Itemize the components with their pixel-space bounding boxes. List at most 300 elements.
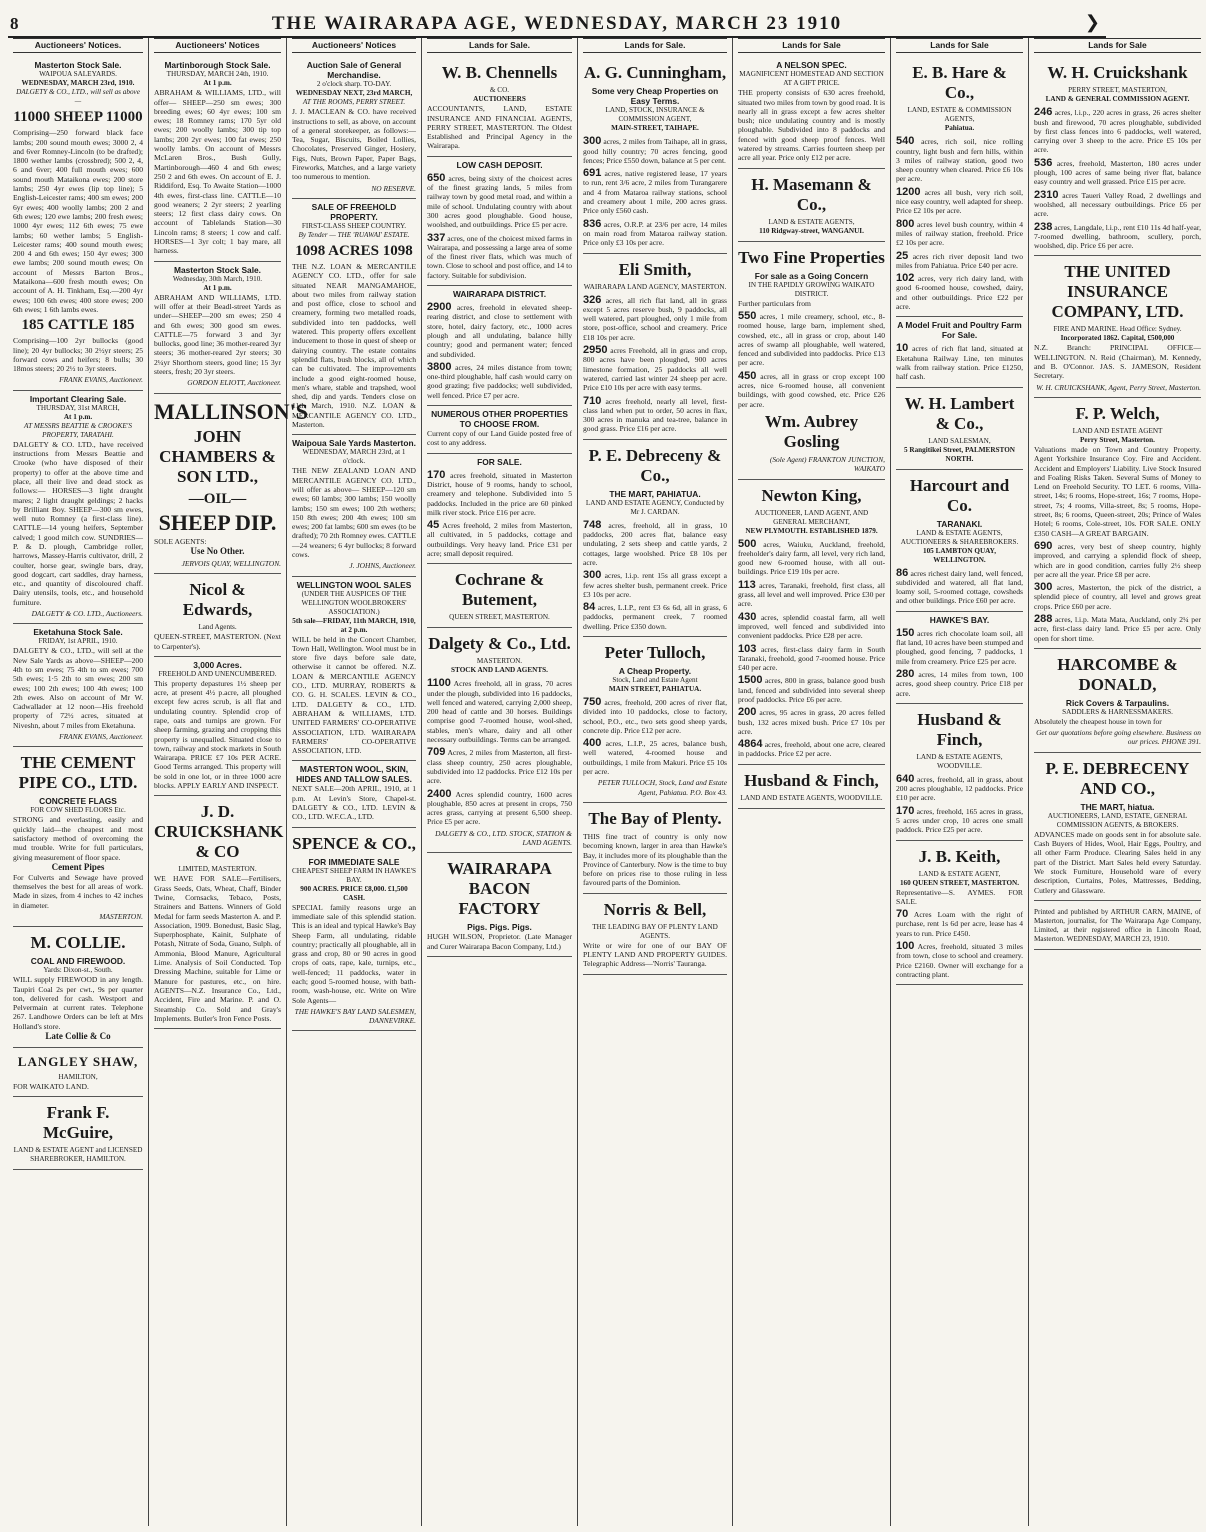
ad-body-text: NEXT SALE—20th APRIL, 1910, at 1 p.m. At Levin's Store, Chapel-st. DALGETY & CO., LTD. LEVIN & CO., LTD. W.F.C.A., LTD. bbox=[292, 784, 416, 822]
ad-body-text: Representative—S. AYMES. FOR SALE. bbox=[896, 887, 1023, 906]
ad-firm-name: Norris & Bell, bbox=[603, 899, 707, 919]
column-5 bbox=[578, 38, 733, 1526]
ad-firm-name: W. H. Cruickshank bbox=[1047, 63, 1188, 83]
listing-acreage: 750 bbox=[583, 695, 602, 708]
property-listing bbox=[896, 910, 1023, 938]
ad-body-text: ADVANCES made on goods sent in for absolute sale. Cash Buyers of Hides, Wool, Hair Eggs, Poultry, and all other Farm Produce. Clearing Sales held in any part of the District. Mart Sales held every Saturday. We stock Furniture, Household ware of every description, Curtains, Poles, Mattresses, Bedding, Cutlery and Glassware. bbox=[1034, 829, 1201, 895]
advertisement bbox=[13, 1097, 143, 1170]
listing-description: acres freehold, nearly all level, first-class land when put to order, 50 acres in flax, 300 acres in manuka and tea-tree, balance in good grass. Price £16 per acre. bbox=[583, 396, 728, 434]
ad-subheading: Yards: Dixon-st., South. bbox=[43, 966, 113, 975]
advertisement bbox=[13, 624, 143, 747]
ad-date: AUCTIONEERS bbox=[473, 95, 526, 104]
advertisement bbox=[583, 637, 727, 803]
advertisement bbox=[427, 853, 572, 957]
ad-body-text: SOLE AGENTS: bbox=[154, 536, 207, 546]
ad-body-text: SPECIAL family reasons urge an immediate sale of this splendid station. This is an ideal and typical Hawke's Bay Sheep Farm, all undulating, ridable country; practically all ploughable, all in grass and crop, 80 or 90 acres in good crops of oats, rape, kale, turnips, etc., well-fenced; 11 paddocks, water in each; good 5-roomed house, with bath-room, wash-house, etc. Write on Wire Sole Agents— bbox=[292, 902, 416, 1005]
listing-acreage: 326 bbox=[583, 293, 602, 306]
advertisement bbox=[1034, 649, 1201, 753]
listing-description: Acres Loam with the right of purchase, rent 1s 6d per acre, lease has 4 years to run. Price £450. bbox=[896, 910, 1024, 938]
listing-acreage: 1100 bbox=[427, 677, 451, 690]
advertisement bbox=[292, 435, 416, 576]
column-header: Auctioneers' Notices bbox=[154, 38, 281, 53]
ad-headline: FOR IMMEDIATE SALE bbox=[308, 856, 400, 867]
advertisement bbox=[154, 57, 281, 261]
listing-description: acres, all rich flat land, all in grass except 5 acres reserve bush, 9 paddocks, all well watered, part ploughed, only 1 mile from store, post-office, school and creamery. Price £18 10s per acre. bbox=[583, 295, 728, 342]
listing-acreage: 710 bbox=[583, 394, 602, 407]
property-listing bbox=[583, 169, 727, 215]
listing-description: acres, very rich dairy land, with good 6-roomed house, cowshed, dairy, and other outbuildings. Price £22 per acre. bbox=[896, 274, 1023, 312]
listing-description: acres, splendid coastal farm, all well improved, well fenced and subdivided into convenient paddocks. Price £28 per acre. bbox=[738, 612, 885, 641]
page-curl-icon: ❯ bbox=[1084, 12, 1100, 32]
listing-acreage: 2400 bbox=[427, 787, 452, 800]
advertisement bbox=[292, 577, 416, 762]
listing-description: acres, freehold in elevated sheep-rearing district, and close to settlement with store, hotel, dairy factory, etc., 1000 acres plough and all undulating, balance hilly country; good and permanent water; fenced and subdivided. bbox=[427, 303, 572, 359]
ad-subheading: & CO. bbox=[489, 86, 510, 95]
ad-subheading: Wednesday, 30th March, 1910. bbox=[172, 274, 263, 283]
ad-body-text: HUGH WILSON, Proprietor. (Late Manager and Curer Wairarapa Bacon Company, Ltd.) bbox=[427, 932, 572, 951]
ad-subheading: MASTERTON. bbox=[476, 657, 523, 666]
ad-subheading: LIMITED, MASTERTON. bbox=[178, 865, 257, 874]
column-header: Lands for Sale bbox=[738, 38, 885, 53]
listing-description: Acres splendid country, 1600 acres ploughable, 850 acres at present in crops, 750 acres grass, carrying at present 6,500 sheep. Price £5 per acre. bbox=[427, 789, 573, 827]
listing-description: acres Taueri Valley Road, 2 dwellings and woolshed, all necessary outbuildings. Price £6 per acre. bbox=[1034, 190, 1201, 219]
ad-body-text: WE HAVE FOR SALE—Fertilisers, Grass Seeds, Oats, Wheat, Chaff, Binder Twine, Cornsacks, Tebaco, Posts, Strainers and Battens. Winners of Gold Medal for farm seeds Masterton A. and P. Association, 1909. Bonedust, Basic Slag, Superphosphate, Kainit, Sulphate of Potash, Nitrate of Soda, Guano, Sulph. of Ammonia, Blood Manure, Agricultural Lime. Analysis of Soil Conducted. Top Dressing Machine, suitable for Lime or Manure for pastures, etc., on hire. AGENTS—N.Z. Insurance Co., Ltd., Accident, Fire and Marine. P. and O. Steamship Co. Sold and Gray's Implements. Butler's Iron Fence Posts. bbox=[154, 874, 281, 1023]
columns-container bbox=[8, 38, 1201, 1526]
property-listing bbox=[1034, 583, 1201, 611]
property-listing bbox=[427, 521, 572, 558]
advertisement bbox=[13, 57, 143, 390]
listing-description: acres, L.I.P., rent £3 6s 6d, all in grass, 6 paddocks, permanent creek, 7 roomed dwelling. Price £350 down. bbox=[583, 603, 727, 631]
column-2 bbox=[149, 38, 309, 1526]
ad-secondary-heading: Use No Other. bbox=[190, 545, 245, 556]
ad-body-text: THE NEW ZEALAND LOAN AND MERCANTILE AGENCY CO. LTD., will offer as above— SHEEP—120 sm ewes; 60 lambs; 300 lambs; 150 woolly lambs; 150 sm ewes; 100 2th wethers; 150 8th ewes; 200 4th ewes; 100 sm ewes; 200 fat lambs; 600 sm ewes (to be drafted); 70 2th Romney ewes. CATTLE—24 weaners; 6 4yr bullocks; 8 forward cows. bbox=[292, 466, 417, 559]
ad-firm-name: WAIRARAPA BACON FACTORY bbox=[447, 859, 552, 919]
advertisement bbox=[292, 828, 416, 1032]
listing-description: Acres freehold, all in grass, 70 acres under the plough, subdivided into 16 paddocks, well fenced and watered, carrying 2,000 sheep, 200 head of cattle and 30 horses. Buildings comprise good 7-roomed house, wool-shed, stables, men's whare, dairy and all other necessary outbuildings. Terms can be arranged. bbox=[427, 679, 572, 745]
advertisement bbox=[154, 657, 281, 797]
column-7 bbox=[891, 38, 1029, 1526]
property-listing bbox=[427, 171, 572, 230]
listing-description: acres, native registered lease, 17 years to run, rent 3/6 acre, 2 miles from Turangarere and 4 from Mataroa railway stations, school and creamery about 1 mile, 200 acres grass. Price only £560 cash. bbox=[583, 169, 728, 216]
property-listing bbox=[583, 293, 728, 342]
ad-subheading: IN THE RAPIDLY GROWING WAIKATO DISTRICT. bbox=[748, 280, 875, 298]
ad-headline: Masterton Stock Sale. bbox=[173, 264, 262, 275]
property-listing bbox=[1034, 188, 1201, 219]
advertisement bbox=[1034, 901, 1201, 950]
property-listing bbox=[896, 566, 1023, 606]
ad-subheading: LAND AND ESTATE AGENCY, Conducted by Mr J. CARDAN. bbox=[585, 498, 725, 516]
ad-firm-name: W. B. Chennells bbox=[441, 63, 558, 83]
ad-firm-name: H. Masemann & Co., bbox=[751, 174, 872, 214]
property-listing bbox=[583, 739, 727, 776]
property-listing bbox=[738, 676, 885, 704]
ad-headline: WELLINGTON WOOL SALES bbox=[296, 579, 412, 590]
ad-signature: FRANK EVANS, Auctioneer. bbox=[59, 375, 143, 385]
ad-display-headline: SHEEP DIP. bbox=[158, 509, 277, 535]
ad-headline: Eketahuna Stock Sale. bbox=[33, 627, 123, 638]
ad-body-text: Comprising—100 2yr bullocks (good line); 20 4yr bullocks; 30 2½yr steers; 25 forward cows and heifers; 8 bulls; 30 18mos steers; 20 2½ to 3yr steers. bbox=[13, 336, 143, 374]
listing-acreage: 288 bbox=[1034, 612, 1053, 625]
ad-subheading: WEDNESDAY, MARCH 23rd, at 1 o'clock. bbox=[302, 448, 406, 466]
ad-subheading: LAND, ESTATE & COMMISSION AGENTS, bbox=[907, 106, 1012, 124]
listing-acreage: 25 bbox=[896, 249, 909, 262]
listing-description: acres, freehold, 200 acres of river flat, divided into 10 paddocks, close to factory, school, P.O., etc., two sets good sheep yards, concrete dip. Price £12 per acre. bbox=[583, 697, 727, 735]
property-listing bbox=[896, 626, 1023, 666]
ad-lead-line: AT THE ROOMS, PERRY STREET. bbox=[302, 98, 406, 107]
listing-description: acres, being sixty of the choicest acres of the finest grazing lands, 5 miles from railway town by good metal road, and within a mile of school. Undulating country with about 300 acres good ploughable. Good house, woolshed, and outbuildings. Price £5 per acre. bbox=[427, 173, 572, 230]
ad-firm-name: Frank F. McGuire, bbox=[42, 1103, 114, 1143]
advertisement bbox=[738, 480, 885, 765]
ad-subheading: HAMILTON, bbox=[58, 1073, 98, 1082]
ad-signature: THE HAWKE'S BAY LAND SALESMEN, DANNEVIRKE. bbox=[294, 1006, 416, 1026]
ad-signature: (Sole Agent) FRANKTON JUNCTION, WAIKATO bbox=[769, 454, 885, 474]
listing-acreage: 170 bbox=[427, 468, 446, 481]
ad-firm-name: W. H. Lambert & Co., bbox=[904, 393, 1015, 433]
ad-signature: MASTERTON. bbox=[99, 912, 143, 921]
ad-lead-line: AT MESSRS BEATTIE & CROOKE'S PROPERTY, TARATAHI. bbox=[24, 421, 132, 439]
ad-signature: DALGETY & CO. LTD., Auctioneers. bbox=[31, 609, 143, 619]
advertisement bbox=[896, 388, 1023, 470]
listing-acreage: 450 bbox=[738, 369, 757, 382]
ad-firm-name: Two Fine Properties bbox=[738, 247, 885, 267]
listing-description: acres, L.I.P., 25 acres, balance bush, well watered, 4-roomed house and outbuildings, 1 mile from Makuri. Price £5 10s per acre. bbox=[583, 739, 727, 777]
masthead-title: THE WAIRARAPA AGE, WEDNESDAY, MARCH 23 1910 bbox=[271, 13, 843, 34]
ad-date: STOCK AND LAND AGENTS. bbox=[451, 666, 548, 675]
property-listing bbox=[896, 274, 1023, 311]
listing-acreage: 84 bbox=[583, 601, 596, 614]
ad-headline: Auction Sale of General Merchandise. bbox=[306, 60, 402, 81]
property-listing bbox=[1034, 612, 1201, 643]
advertisement bbox=[738, 242, 885, 480]
property-listing bbox=[427, 360, 572, 400]
listing-acreage: 540 bbox=[896, 135, 915, 148]
ad-body-text: Current copy of our Land Guide posted free of cost to any address. bbox=[427, 429, 572, 448]
ad-firm-name: Eli Smith, bbox=[618, 259, 692, 279]
listing-description: acres, Waiuku, Auckland, freehold, freeholder's dairy farm, all level, very rich land, good new 6-roomed house, with all out-buildings. Price £19 10s per acre. bbox=[738, 539, 885, 577]
property-listing bbox=[1034, 156, 1201, 187]
property-listing bbox=[896, 249, 1023, 271]
ad-subheading: FRIDAY, 1st APRIL, 1910. bbox=[38, 637, 118, 646]
column-8 bbox=[1029, 38, 1206, 1526]
masthead bbox=[8, 12, 1106, 38]
ad-date: Pahiatua. bbox=[944, 124, 975, 133]
ad-large-figure: 1098 ACRES 1098 bbox=[295, 242, 413, 259]
advertisement bbox=[1034, 256, 1201, 397]
listing-acreage: 550 bbox=[738, 309, 757, 322]
listing-acreage: 238 bbox=[1034, 220, 1053, 233]
ad-date: LAND & GENERAL COMMISSION AGENT. bbox=[1045, 95, 1190, 104]
listing-description: acres freehold, situated in Masterton District, house of 9 rooms, handy to school, creamery and telephone. Subdivided into 5 paddocks. Included in the price are 60 pinked milk river stock. Price £16 per acre. bbox=[427, 470, 573, 517]
ad-headline: A Cheap Property. bbox=[618, 665, 692, 676]
listing-description: acres, one of the choicest mixed farms in Wairarapa, and possessing a large area of some of the finest river flats, which was much of town. Close to school and post office, and 14 to factory. Suitable for subdivision. bbox=[427, 233, 572, 280]
ad-date: WEDNESDAY, MARCH 23rd, 1910. bbox=[21, 79, 135, 88]
listing-description: acres all bush, very rich soil, nice easy country, well adapted for sheep. Price £2 10s per acre. bbox=[896, 187, 1023, 216]
property-listing bbox=[738, 740, 885, 759]
column-header: Auctioneers' Notices. bbox=[13, 38, 143, 53]
ad-date: MAIN STREET, PAHIATUA. bbox=[608, 684, 702, 693]
ad-subheading: MAGNIFICENT HOMESTEAD AND SECTION AT A GIFT PRICE. bbox=[739, 70, 884, 88]
ad-headline: COAL AND FIREWOOD. bbox=[30, 956, 126, 967]
ad-subheading: LAND & ESTATE AGENTS, AUCTIONEERS & SHAREBROKERS. bbox=[900, 528, 1019, 546]
ad-body-text: ABRAHAM AND WILLIAMS, LTD. will offer at their Beadl-street Yards as under—SHEEP—200 sm ewes; 250 4 and 6th ewes; 300 good sm ewes. CATTLE—75 forward 3 and 3yr bullocks, good line; 36 mother-reared 3yr steers; 36 mother-reared 2yr steers; 30 2¼yr Shorthorn steers, good line; 15 3yr steers, fresh; 20 3yr steers. bbox=[154, 292, 281, 377]
ad-subheading: FIRST-CLASS SHEEP COUNTRY. bbox=[301, 221, 407, 230]
listing-acreage: 300 bbox=[583, 135, 602, 148]
ad-subheading: LAND & ESTATE AGENT and LICENSED SHAREBROKER, HAMILTON. bbox=[13, 1146, 143, 1164]
property-listing bbox=[738, 369, 885, 409]
advertisement bbox=[427, 406, 572, 454]
ad-date: Incorporated 1862. Capital, £500,000 bbox=[1060, 334, 1175, 343]
listing-description: acres, first-class dairy farm in South Taranaki, freehold, good 7-roomed house. Price £40 per acre. bbox=[738, 644, 886, 673]
property-listing bbox=[896, 667, 1023, 698]
advertisement bbox=[896, 470, 1023, 612]
ad-firm-name: J. D. CRUICKSHANK & CO bbox=[154, 802, 284, 862]
property-listing bbox=[427, 303, 572, 359]
column-6 bbox=[733, 38, 891, 1526]
column-1 bbox=[8, 38, 149, 1526]
ad-firm-name: Harcourt and Co. bbox=[909, 475, 1010, 515]
ad-body-text: DALGETY & CO. LTD., have received instructions from Messrs Beattie and Crooke (who have disposed of their property) to offer at the above time and place, all their live and dead stock as follows:— HORSES—3 light draught mares; 2 light draught geldings; 2 hacks by Brilliant Boy. SHEEP—300 sm ewes, well nuto Romney (a first-class line). CATTLE—14 young heifers, September calved; 1 good milch cow. SUNDRIES—P. & D. plough, Cambridge roller, harrows, Massey-Harris cultivator, drill, 2 coulter, horse gear, swingle bars, dray, good dogcart, cart saddles, dray harness, etc., and quantity of discoloured chaff. Dairy utensils, tools, etc., and household furniture. bbox=[13, 439, 143, 607]
ad-subheading: LAND AND ESTATE AGENTS, WOODVILLE. bbox=[740, 793, 883, 802]
property-listing bbox=[583, 137, 727, 165]
listing-description: acres, l.i.p., 220 acres in grass, 26 acres shelter bush and firewood, 70 acres ploughable, subdivided by first class fences into 6 paddocks, well watered, carrying over 3 sheep to the acre. Price £5 10s per acre. bbox=[1034, 108, 1201, 155]
listing-acreage: 2950 bbox=[583, 344, 608, 357]
advertisement bbox=[13, 747, 143, 927]
advertisement bbox=[13, 391, 143, 625]
advertisement bbox=[427, 157, 572, 286]
ad-headline: THE MART, PAHIATUA. bbox=[609, 488, 701, 499]
ad-lead-line: DALGETY & CO., LTD., will sell as above— bbox=[16, 88, 140, 106]
ad-subheading: LAND & ESTATE AGENT, bbox=[918, 869, 1001, 878]
advertisement bbox=[13, 1048, 143, 1097]
ad-subheading: THURSDAY, 31st MARCH, bbox=[36, 403, 120, 412]
listing-acreage: 400 bbox=[583, 737, 602, 750]
ad-firm-name: Cochrane & Butement, bbox=[454, 570, 545, 610]
listing-acreage: 10 bbox=[896, 342, 909, 355]
ad-firm-name: A. G. Cunningham, bbox=[583, 63, 727, 83]
ad-firm-name: E. B. Hare & Co., bbox=[912, 63, 1007, 103]
ad-body-text: Write or wire for one of our BAY OF PLENTY LAND AND PROPERTY GUIDES. Telegraphic Address—'Norris' Tauranga. bbox=[583, 940, 727, 969]
ad-body-text: Absolutely the cheapest house in town for bbox=[1034, 716, 1162, 726]
ad-date: NEW PLYMOUTH. ESTABLISHED 1879. bbox=[745, 526, 878, 535]
advertisement bbox=[154, 574, 281, 657]
ad-headline: Important Clearing Sale. bbox=[29, 393, 127, 404]
advertisement bbox=[896, 704, 1023, 841]
listing-acreage: 748 bbox=[583, 518, 602, 531]
ad-body-text: N.Z. Branch: PRINCIPAL OFFICE—WELLINGTON. N. Reid (Chairman), M. Kennedy, and B. O'Connor. JAS. S. JAMESON, Resident Secretary. bbox=[1034, 343, 1201, 381]
advertisement bbox=[427, 628, 572, 853]
listing-description: acres, freehold, 165 acres in grass, 5 acres under crop, 10 acres one small paddock. Price £25 per acre. bbox=[896, 806, 1023, 835]
advertisement bbox=[1034, 753, 1201, 901]
listing-description: acres level bush country, within 4 miles of railway station, freehold. Price £2 10s per acre. bbox=[896, 219, 1023, 248]
column-header: Lands for Sale bbox=[896, 38, 1023, 53]
column-4 bbox=[422, 38, 578, 1526]
ad-subheading: AUCTIONEER, LAND AGENT, AND GENERAL MERCHANT, bbox=[754, 508, 869, 526]
listing-acreage: 836 bbox=[583, 217, 602, 230]
ad-subheading: LAND SALESMAN, bbox=[928, 436, 991, 445]
property-listing bbox=[738, 537, 885, 577]
listing-acreage: 300 bbox=[583, 569, 602, 582]
property-listing bbox=[896, 772, 1023, 803]
column-header: Lands for Sale. bbox=[427, 38, 572, 53]
ad-subheading: CHEAPEST SHEEP FARM IN HAWKE'S BAY. bbox=[292, 866, 416, 884]
ad-headline: Rick Covers & Tarpaulins. bbox=[1065, 697, 1170, 708]
ad-body-text: J. J. MACLEAN & CO. have received instructions to sell, as above, on account of a general storekeeper, as follows:— Tea, Sugar, Biscuits, Boiled Lollies, Chocolates, Preserved Ginger, Hosiery, Figs, Nuts, Brown Paper, Paper Bags, Fireworks, Matches, and a large variety too numerous to mention. bbox=[292, 107, 416, 182]
listing-acreage: 102 bbox=[896, 272, 915, 285]
listing-description: acres, l.i.p. Mata Mata, Auckland, only 2¼ per acre, first-class dairy land. Price £5 per acre. Only open for short time. bbox=[1034, 614, 1201, 643]
property-listing bbox=[896, 185, 1023, 216]
listing-description: acres, freehold, about one acre, cleared in paddocks. Price £2 per acre. bbox=[738, 740, 885, 759]
ad-headline: Pigs. Pigs. Pigs. bbox=[467, 922, 532, 933]
ad-signature: NO RESERVE. bbox=[371, 183, 416, 193]
advertisement bbox=[583, 440, 727, 637]
listing-description: Acres, freehold, situated 3 miles from town, close to school and creamery. Price £2160. Owner will exchange for a contracting plant. bbox=[896, 942, 1023, 979]
ad-body-text: Further particulars from bbox=[738, 298, 811, 308]
ad-subheading: WAIRARAPA LAND AGENCY, MASTERTON. bbox=[583, 282, 727, 291]
property-listing bbox=[738, 578, 885, 609]
property-listing bbox=[896, 942, 1023, 979]
advertisement bbox=[427, 57, 572, 156]
listing-acreage: 280 bbox=[896, 667, 915, 680]
ad-body-text: THIS fine tract of country is only now becoming known, larger in area than Hawke's Bay, it includes more of its ploughable than the Province of Canterbury. Now is the time to buy before on prices rise to those ruling in less favoured parts of the Dominion. bbox=[583, 831, 727, 888]
listing-description: acres rich chocolate loam soil, all flat land, 10 acres have been stumped and ploughed, good fencing, 7 paddocks, 1 mile from creamery. Price £25 per acre. bbox=[896, 628, 1023, 666]
ad-headline: MASTERTON WOOL, SKIN, HIDES AND TALLOW SALES. bbox=[296, 764, 412, 785]
advertisement bbox=[583, 254, 727, 440]
ad-firm-name: SPENCE & CO., bbox=[292, 833, 416, 853]
ad-signature: GORDON ELIOTT, Auctioneer. bbox=[187, 378, 281, 388]
ad-date: MAIN-STREET, TAIHAPE. bbox=[611, 124, 699, 133]
ad-subheading: LAND & ESTATE AGENTS, WOODVILLE. bbox=[916, 752, 1003, 770]
ad-firm-name: JOHN CHAMBERS & SON LTD., bbox=[159, 426, 276, 486]
listing-description: acres, Masterton, the pick of the district, a splendid piece of country, all level and grows great crops. Price £60 per acre. bbox=[1034, 583, 1201, 611]
ad-large-figure: —OIL— bbox=[188, 490, 247, 507]
advertisement bbox=[13, 927, 143, 1048]
ad-large-figure: 185 CATTLE 185 bbox=[21, 317, 135, 334]
listing-acreage: 300 bbox=[1034, 581, 1053, 594]
listing-acreage: 691 bbox=[583, 167, 602, 180]
ad-firm-name: Husband & Finch, bbox=[917, 709, 1002, 749]
property-listing bbox=[896, 804, 1023, 835]
listing-description: acres Freehold, all in grass and crop, 800 acres have been ploughed, 900 acres limestone formation, 25 paddocks all well watered, carried last winter 24 sheep per acre. Price £10 10s per acre with easy terms. bbox=[583, 346, 727, 393]
ad-headline: TARANAKI. bbox=[936, 518, 983, 529]
advertisement bbox=[896, 57, 1023, 317]
ad-date: 5th sale—FRIDAY, 11th MARCH, 1910, at 2 p.m. bbox=[292, 616, 416, 634]
ad-subheading: THURSDAY, MARCH 24th, 1910. bbox=[166, 70, 269, 79]
ad-firm-name: Wm. Aubrey Gosling bbox=[764, 411, 859, 451]
ad-date: WEDNESDAY NEXT, 23rd MARCH, bbox=[295, 89, 413, 98]
ad-headline: Martinborough Stock Sale. bbox=[164, 60, 271, 71]
printer-imprint: Printed and published by ARTHUR CARN, MAINE, of Masterton, journalist, for The Wairarapa Age Company, Limited, at their registered office in Lincoln Road, Masterton. WEDNESDAY, MARCH 23, 1910. bbox=[1034, 907, 1201, 943]
ad-body-text: DALGETY & CO., LTD., will sell at the New Sale Yards as above—SHEEP—200 4th to sm ewes; 75 4th to sm ewes; 700 5th ewes; 1·5 2th to sm ewes; 200 sm ewes; 100 2th ewes; 100 4th ewes; 100 2th ewes. Also on account of Mr W. Cadwallader at 12 noon—His freehold property of 72½ acres, situated at Niveshn, about 7 miles from Eketahuna. bbox=[13, 646, 143, 730]
ad-date: At 1 p.m. bbox=[63, 412, 93, 421]
listing-description: acres, very best of sheep country, highly improved, and carrying a splendid flock of sheep, which are in good condition, carries fully 2½ sheep per acre all the year. Price £8 per acre. bbox=[1034, 541, 1201, 579]
ad-firm-name: Peter Tulloch, bbox=[604, 642, 706, 662]
listing-description: acres, 24 miles distance from town; one-third ploughable, half cash would carry on good grazing; five paddocks; well subdivided, well fenced. Price £7 per acre. bbox=[427, 362, 572, 400]
property-listing bbox=[1034, 539, 1201, 579]
ad-subheading: LAND & ESTATE AGENTS, bbox=[768, 217, 855, 226]
ad-signature: FRANK EVANS, Auctioneer. bbox=[59, 732, 143, 742]
property-listing bbox=[738, 309, 885, 368]
listing-description: acres, all in grass or crop except 100 acres, nice 6-roomed house, all convenient buildings, with good cowshed, etc. Price £26 per acre. bbox=[738, 371, 885, 409]
ad-firm-name: F. P. Welch, bbox=[1075, 403, 1160, 423]
ad-body-text: THE N.Z. LOAN & MERCANTILE AGENCY CO. LTD., offer for sale situated NEAR MANGAMAHOE, about two miles from railway station and post office, close to school and creamery, forming two metalled roads, subdivided into ten paddocks, well watered. This property offers excellent inducement to those in quest of sheep or dairying country. The estate contains splendid flats, bush blocks, all of which can be cultivated. The improvements include a good eight-roomed house, men's whare, stable and trapshed, wool shed, dip and yards. Tenders close on 11th March, 1910. N.Z. LOAN & MERCANTILE AGENCY CO. LTD., Masterton. bbox=[292, 261, 416, 430]
advertisement bbox=[738, 57, 885, 168]
listing-acreage: 103 bbox=[738, 642, 757, 655]
ad-subheading: AUCTIONEERS, LAND, ESTATE, GENERAL COMMISSION AGENTS, & BROKERS. bbox=[1047, 811, 1188, 829]
ad-body-text: Valuations made on Town and Country Property. Agent Yorkshire Insurance Coy. Fire and Accident. Accident and Employers' Liability. Live Stock Insured and Foaling Risks Taken. Several Sums of Money to Lend on Freehold Security. TO LET. 6 rooms, Villa-street, 14s; 6 rooms, Hope-street, 16s; 7 rooms, Hope-street, 7s; 4 rooms, Villa-street, 8s; 5 rooms, Hope-street, 8s; 6 rooms, Queen-street, 20s; Prince of Wales Hotel; 6 rooms, Cole-street, 10s. FOR SALE. ONLY £350 CASH—A GREAT BARGAIN. bbox=[1034, 444, 1201, 538]
ad-body-text: WILL supply FIREWOOD in any length. Taupiri Coal 2s per cwt., 9s per quarter ton, delivered for cash. Westport and Pelvermain at current rates. Telephone 267. Landhowe Orders can be left at Mrs Holland's store. bbox=[13, 975, 143, 1031]
listing-description: acres, 800 in grass, balance good bush land, fenced and subdivided into several sheep proof paddocks. Price £6 per acre. bbox=[738, 676, 885, 704]
listing-acreage: 113 bbox=[738, 578, 756, 591]
ad-signature: Get our quotations before going elsewhere. Business on our prices. PHONE 391. bbox=[1036, 728, 1201, 747]
listing-description: acres, Taranaki, freehold, first class, all grass, all level and well improved. Price £30 per acre. bbox=[738, 580, 885, 609]
listing-acreage: 2900 bbox=[427, 301, 452, 314]
ad-firm-name: P. E. DEBRECENY AND CO., bbox=[1045, 758, 1190, 798]
ad-firm-name: HARCOMBE & DONALD, bbox=[1057, 654, 1178, 694]
listing-description: acres, Langdale, l.i.p., rent £10 11s 4d half-year, 7-roomed dwelling, bathroom, scullery, porch, woolshed, dip. Price £6 per acre. bbox=[1034, 222, 1201, 251]
ad-firm-name: THE CEMENT PIPE CO., LTD. bbox=[18, 753, 138, 793]
ad-date: 110 Ridgway-street, WANGANUI. bbox=[759, 226, 864, 235]
column-header: Auctioneers' Notices bbox=[292, 38, 416, 53]
listing-description: acres, 14 miles from town, 100 acres, good sheep country. Price £18 per acre. bbox=[896, 669, 1023, 698]
ad-signature: DALGETY & CO., LTD. STOCK, STATION & LAND AGENTS. bbox=[435, 828, 572, 848]
ad-date: 5 Rangitikei Street, PALMERSTON NORTH. bbox=[903, 445, 1015, 463]
advertisement bbox=[1034, 398, 1201, 649]
advertisement bbox=[583, 57, 727, 253]
property-listing bbox=[738, 708, 885, 736]
advertisement bbox=[154, 262, 281, 394]
listing-acreage: 45 bbox=[427, 519, 440, 532]
advertisement bbox=[1034, 57, 1201, 256]
property-listing bbox=[896, 217, 1023, 248]
advertisement bbox=[427, 286, 572, 406]
ad-date: At 1 p.m. bbox=[203, 79, 232, 88]
advertisement bbox=[896, 612, 1023, 704]
property-listing bbox=[583, 217, 727, 248]
property-listing bbox=[583, 518, 727, 567]
listing-acreage: 86 bbox=[896, 566, 909, 579]
listing-description: acres, O.R.P. at 23/6 per acre, 14 miles on main road from Mataroa railway station. Price only £3 10s per acre. bbox=[583, 219, 727, 248]
listing-acreage: 170 bbox=[896, 804, 915, 817]
advertisement bbox=[583, 803, 727, 894]
ad-headline: SALE OF FREEHOLD PROPERTY. bbox=[311, 201, 397, 222]
ad-subheading: QUEEN STREET, MASTERTON. bbox=[449, 613, 550, 622]
ad-date: At 1 p.m. bbox=[203, 283, 232, 292]
ad-headline: Waipoua Sale Yards Masterton. bbox=[292, 438, 416, 449]
listing-description: acres richest dairy land, well fenced, subdivided and watered, all flat land, loamy soil, 5-roomed cottage, cowsheds and other buildings. Price £60 per acre. bbox=[896, 568, 1023, 606]
advertisement bbox=[896, 317, 1023, 387]
property-listing bbox=[738, 610, 885, 641]
ad-subheading: WAIPOUA SALEYARDS. bbox=[39, 70, 117, 79]
listing-acreage: 337 bbox=[427, 231, 446, 244]
property-listing bbox=[583, 695, 727, 735]
ad-body-text: This property depastures 1½ sheep per acre, at present 4½ p.acre, all ploughed except few acres scrub, is all flat and undulating country. Splendid crop of rape, oats and turnips are grown. For sheep farming, grazing and cropping this property is unequalled. Situated close to town, railway and stock markets in South Wairarapa. PRICE £7 10s PER ACRE. Good Terms arranged. This property will be sold in one lot, or in three 1000 acre blocks. APPLY EARLY AND INSPECT. bbox=[154, 678, 281, 791]
advertisement bbox=[427, 564, 572, 628]
ad-headline: HAWKE'S BAY. bbox=[929, 614, 990, 625]
property-listing bbox=[583, 571, 727, 599]
ad-firm-name: Husband & Finch, bbox=[744, 770, 879, 790]
ad-display-headline: MALLINSON'S bbox=[154, 398, 309, 424]
property-listing bbox=[427, 748, 572, 785]
listing-description: acres, 95 acres in grass, 20 acres felled bush, 132 acres mixed bush. Price £7 10s per acre. bbox=[738, 708, 885, 736]
ad-subheading: LAND, STOCK, INSURANCE & COMMISSION AGENT, bbox=[605, 106, 705, 124]
property-listing bbox=[583, 394, 728, 434]
ad-firm-name: The Bay of Plenty. bbox=[588, 808, 722, 828]
advertisement bbox=[154, 394, 309, 575]
ad-headline: A NELSON SPEC. bbox=[776, 60, 847, 71]
ad-firm-name: M. COLLIE. bbox=[30, 933, 126, 953]
ad-body-text: QUEEN-STREET, MASTERTON. (Next to Carpenter's). bbox=[154, 632, 281, 651]
listing-description: acres, l.i.p. rent 15s all grass except a few acres shelter bush, permanent creek. Price £3 10s per acre. bbox=[583, 571, 727, 599]
